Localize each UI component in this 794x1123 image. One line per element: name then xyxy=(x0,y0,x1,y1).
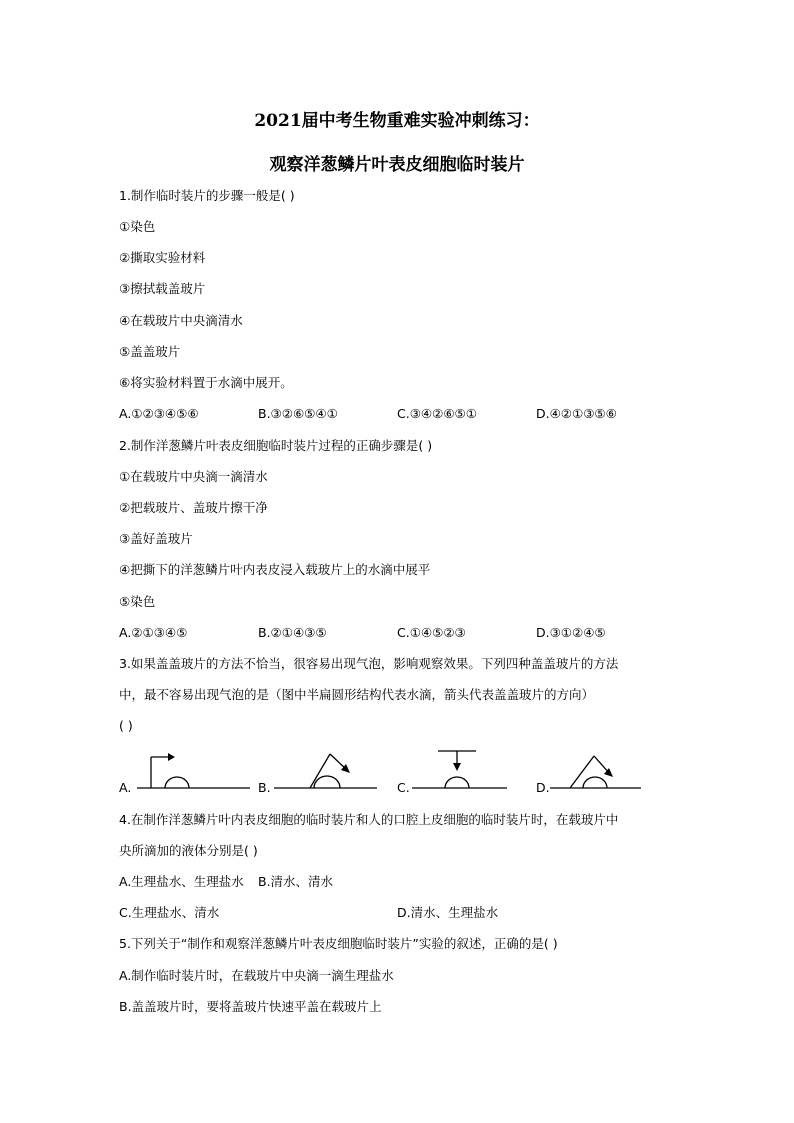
q3-stem-line1: 3.如果盖盖玻片的方法不恰当，很容易出现气泡，影响观察效果。下列四种盖盖玻片的方法 xyxy=(119,656,619,671)
q4-option-c: C.生理盐水、清水 xyxy=(119,905,220,920)
page-title-line2: 观察洋葱鳞片叶表皮细胞临时装片 xyxy=(269,155,525,175)
q2-option-b: B.②①④③⑤ xyxy=(258,625,327,640)
q2-option-d: D.③①②④⑤ xyxy=(536,625,606,640)
q3-figure-d xyxy=(548,744,648,794)
q3-figure-a-label: A. xyxy=(119,780,132,795)
q4-stem-line1: 4.在制作洋葱鳞片叶内表皮细胞的临时装片和人的口腔上皮细胞的临时装片时，在载玻片中 xyxy=(119,812,619,827)
q2-item: ①在载玻片中央滴一滴清水 xyxy=(119,469,268,484)
q3-stem-line3: ( ) xyxy=(119,718,133,733)
q2-stem: 2.制作洋葱鳞片叶表皮细胞临时装片过程的正确步骤是( ) xyxy=(119,438,433,453)
q3-figure-c-label: C. xyxy=(397,780,410,795)
q2-option-c: C.①④⑤②③ xyxy=(397,625,466,640)
q4-option-b: B.清水、清水 xyxy=(258,874,334,889)
q3-figure-b-label: B. xyxy=(258,780,271,795)
q5-option-b: B.盖盖玻片时，要将盖玻片快速平盖在载玻片上 xyxy=(119,999,382,1014)
q3-figure-b xyxy=(272,744,382,794)
q5-stem: 5.下列关于“制作和观察洋葱鳞片叶表皮细胞临时装片”实验的叙述，正确的是( ) xyxy=(119,936,558,951)
q1-item: ⑥将实验材料置于水滴中展开。 xyxy=(119,375,293,390)
q5-option-a: A.制作临时装片时，在载玻片中央滴一滴生理盐水 xyxy=(119,968,394,983)
q1-item: ①染色 xyxy=(119,219,156,234)
q2-item: ⑤染色 xyxy=(119,594,156,609)
q2-item: ③盖好盖玻片 xyxy=(119,531,193,546)
q2-item: ④把撕下的洋葱鳞片叶内表皮浸入载玻片上的水滴中展平 xyxy=(119,562,431,577)
q4-option-d: D.清水、生理盐水 xyxy=(397,905,499,920)
q3-figure-a xyxy=(135,748,255,794)
q1-item: ⑤盖盖玻片 xyxy=(119,344,181,359)
q2-item: ②把载玻片、盖玻片擦干净 xyxy=(119,500,268,515)
q1-item: ③擦拭载盖玻片 xyxy=(119,281,206,296)
q1-item: ④在载玻片中央滴清水 xyxy=(119,313,243,328)
q1-stem: 1.制作临时装片的步骤一般是( ) xyxy=(119,188,295,203)
q4-stem-line2: 央所滴加的液体分别是( ) xyxy=(119,843,258,858)
q1-option-a: A.①②③④⑤⑥ xyxy=(119,406,199,421)
q1-item: ②撕取实验材料 xyxy=(119,250,206,265)
q3-figure-d-label: D. xyxy=(536,780,550,795)
q1-option-d: D.④②①③⑤⑥ xyxy=(536,406,617,421)
q3-figure-c xyxy=(410,744,510,794)
q1-option-b: B.③②⑥⑤④① xyxy=(258,406,338,421)
q3-stem-line2: 中，最不容易出现气泡的是（图中半扁圆形结构代表水滴，箭头代表盖盖玻片的方向） xyxy=(119,687,595,702)
page-title-line1: 2021届中考生物重难实验冲刺练习： xyxy=(254,111,540,131)
q4-option-a: A.生理盐水、生理盐水 xyxy=(119,874,244,889)
q1-option-c: C.③④②⑥⑤① xyxy=(397,406,477,421)
q2-option-a: A.②①③④⑤ xyxy=(119,625,188,640)
